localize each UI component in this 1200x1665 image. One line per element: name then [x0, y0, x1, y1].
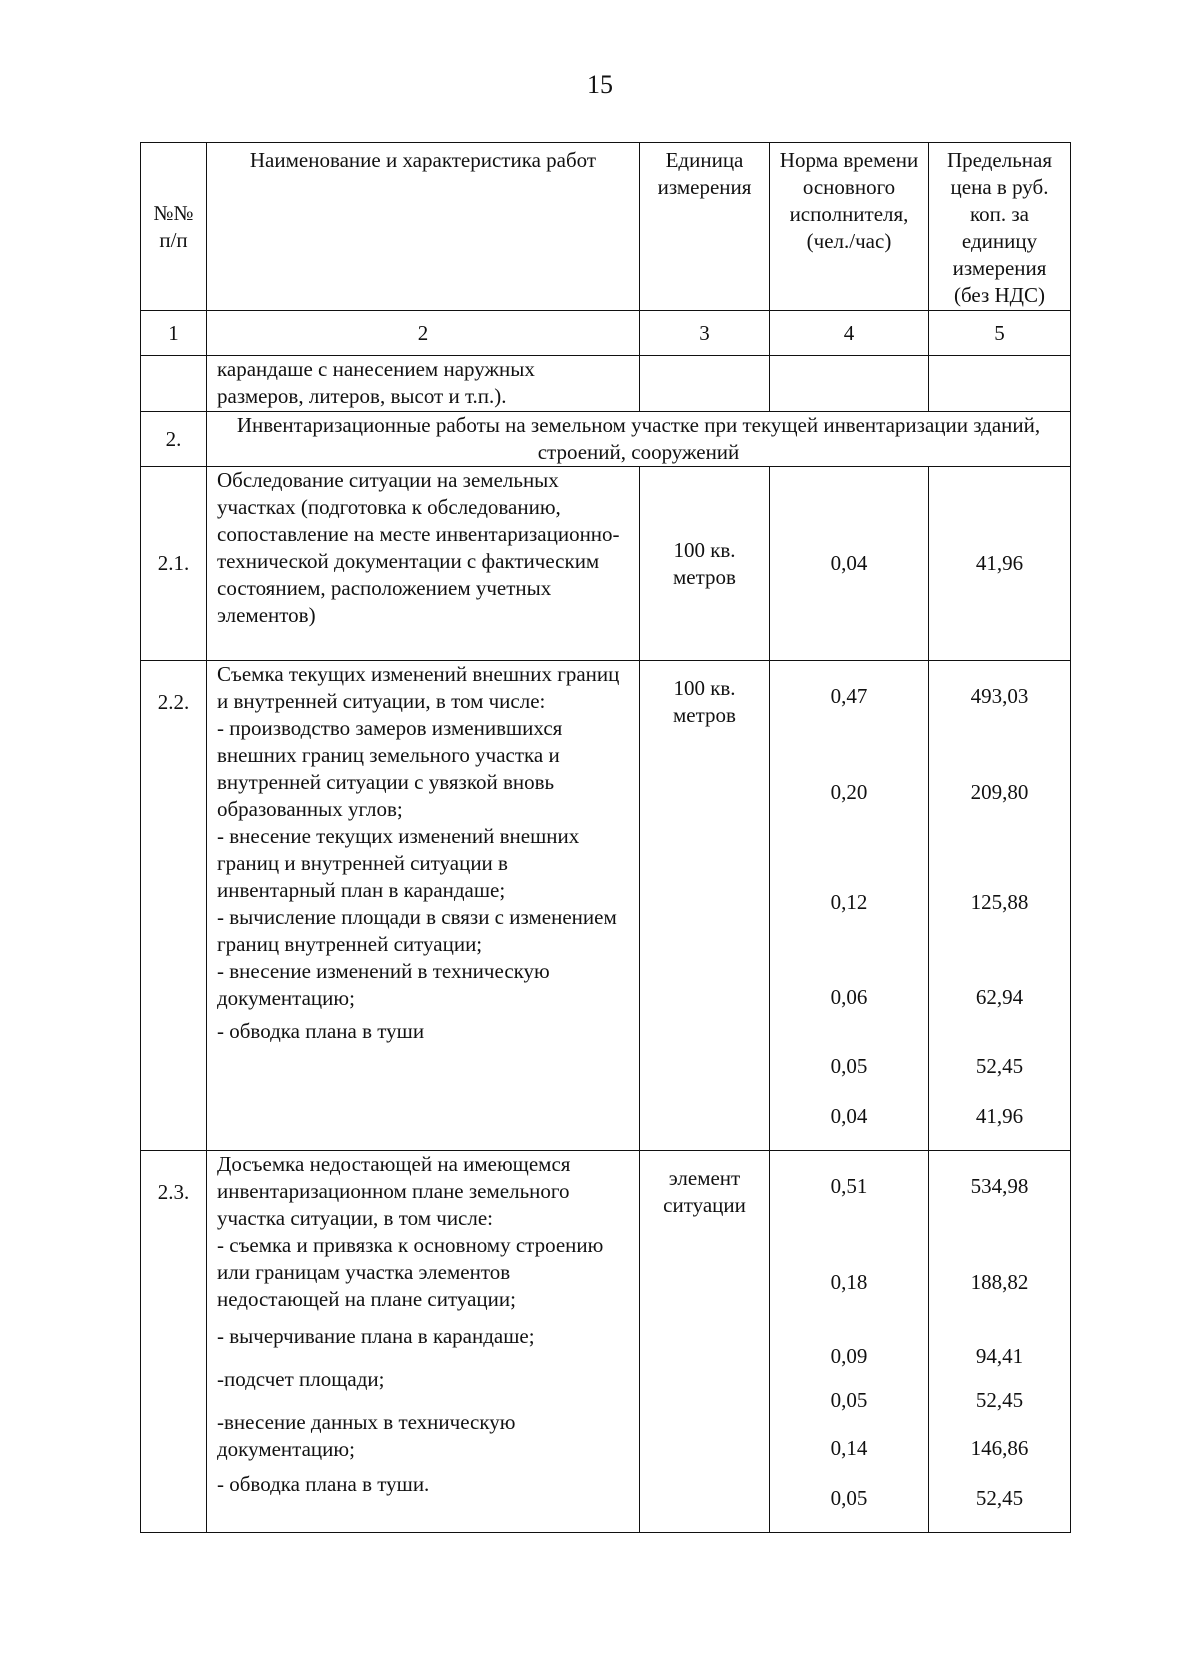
- norm-value: 0,05: [830, 1054, 868, 1078]
- price-value: 209,80: [970, 780, 1029, 804]
- column-numbers-row: [141, 311, 1071, 356]
- price-value: 41,96: [975, 1104, 1024, 1128]
- section-row: [141, 412, 1071, 467]
- work-item: Съемка текущих изменений внешних границ и внутренней ситуации, в том числе:: [217, 662, 620, 713]
- price-value: 534,98: [970, 1174, 1029, 1198]
- work-item: - производство замеров изменившихся внешних границ земельного участка и внутренней ситуации с увязкой вновь образованных углов;: [217, 716, 563, 821]
- price-value: 62,94: [975, 985, 1024, 1009]
- empty-cell: [770, 356, 929, 412]
- row-number: 2.1.: [141, 467, 207, 661]
- column-number: 5: [929, 311, 1071, 356]
- work-item: - вычерчивание плана в карандаше;: [217, 1324, 535, 1348]
- norm-values: [770, 661, 929, 1151]
- work-item: - обводка плана в туши.: [217, 1472, 430, 1496]
- header-norm: Норма времени основного исполнителя, (чел./час): [770, 143, 929, 311]
- price-value: 41,96: [929, 467, 1071, 661]
- header-unit: Единица измерения: [640, 143, 770, 311]
- work-item: - внесение текущих изменений внешних границ и внутренней ситуации в инвентарный план в карандаше;: [217, 824, 580, 902]
- continuation-text: карандаше с нанесением наружных размеров, литеров, высот и т.п.).: [207, 356, 640, 412]
- column-number: 2: [207, 311, 640, 356]
- header-number: №№ п/п: [141, 143, 207, 311]
- unit-value: 100 кв. метров: [640, 467, 770, 661]
- norm-value: 0,47: [830, 684, 868, 708]
- empty-cell: [640, 356, 770, 412]
- norm-value: 0,51: [830, 1174, 868, 1198]
- price-values: [929, 1151, 1071, 1533]
- norm-value: 0,14: [830, 1436, 868, 1460]
- price-value: 94,41: [975, 1344, 1024, 1368]
- empty-cell: [929, 356, 1071, 412]
- row-number: 2.2.: [141, 661, 207, 1151]
- header-name: Наименование и характеристика работ: [207, 143, 640, 311]
- work-item: - съемка и привязка к основному строению или границам участка элементов недостающей на плане ситуации;: [217, 1233, 604, 1311]
- unit-value: 100 кв. метров: [640, 661, 770, 1151]
- norm-value: 0,20: [830, 780, 868, 804]
- price-value: 146,86: [970, 1436, 1029, 1460]
- column-number: 1: [141, 311, 207, 356]
- table-row: [141, 356, 1071, 412]
- work-name-cell: [207, 661, 640, 1151]
- section-title: Инвентаризационные работы на земельном участке при текущей инвентаризации зданий, строений, сооружений: [207, 412, 1071, 467]
- table-row: [141, 661, 1071, 1151]
- page-number: 15: [587, 70, 613, 99]
- work-item: - внесение изменений в техническую документацию;: [217, 959, 550, 1010]
- work-name-cell: [207, 1151, 640, 1533]
- table-row: [141, 467, 1071, 661]
- price-value: 493,03: [970, 684, 1029, 708]
- norm-value: 0,05: [830, 1486, 868, 1510]
- price-values: [929, 661, 1071, 1151]
- norm-values: [770, 1151, 929, 1533]
- norm-value: 0,04: [770, 467, 929, 661]
- unit-value: элемент ситуации: [640, 1151, 770, 1533]
- norm-value: 0,18: [830, 1270, 868, 1294]
- price-value: 52,45: [975, 1486, 1024, 1510]
- price-value: 52,45: [975, 1388, 1024, 1412]
- norm-value: 0,04: [830, 1104, 868, 1128]
- table-row: [141, 1151, 1071, 1533]
- section-number: 2.: [141, 412, 207, 467]
- work-item: - вычисление площади в связи с изменением границ внутренней ситуации;: [217, 905, 617, 956]
- work-item: - обводка плана в туши: [217, 1019, 425, 1043]
- price-table: [140, 142, 1071, 1533]
- work-name: Обследование ситуации на земельных участках (подготовка к обследованию, сопоставление на месте инвентаризационно-технической документации с фактическим состоянием, расположением учетных элементов): [207, 467, 640, 661]
- price-value: 125,88: [970, 890, 1029, 914]
- norm-value: 0,09: [830, 1344, 868, 1368]
- work-item: Досъемка недостающей на имеющемся инвентаризационном плане земельного участка ситуации, в том числе:: [217, 1152, 571, 1230]
- column-number: 4: [770, 311, 929, 356]
- price-value: 52,45: [975, 1054, 1024, 1078]
- norm-value: 0,06: [830, 985, 868, 1009]
- table-header-row: [141, 143, 1071, 311]
- norm-value: 0,12: [830, 890, 868, 914]
- work-item: -подсчет площади;: [217, 1367, 385, 1391]
- column-number: 3: [640, 311, 770, 356]
- row-number: 2.3.: [141, 1151, 207, 1533]
- empty-cell: [141, 356, 207, 412]
- header-price: Предельная цена в руб. коп. за единицу измерения (без НДС): [929, 143, 1071, 311]
- price-value: 188,82: [970, 1270, 1029, 1294]
- norm-value: 0,05: [830, 1388, 868, 1412]
- work-item: -внесение данных в техническую документацию;: [217, 1410, 516, 1461]
